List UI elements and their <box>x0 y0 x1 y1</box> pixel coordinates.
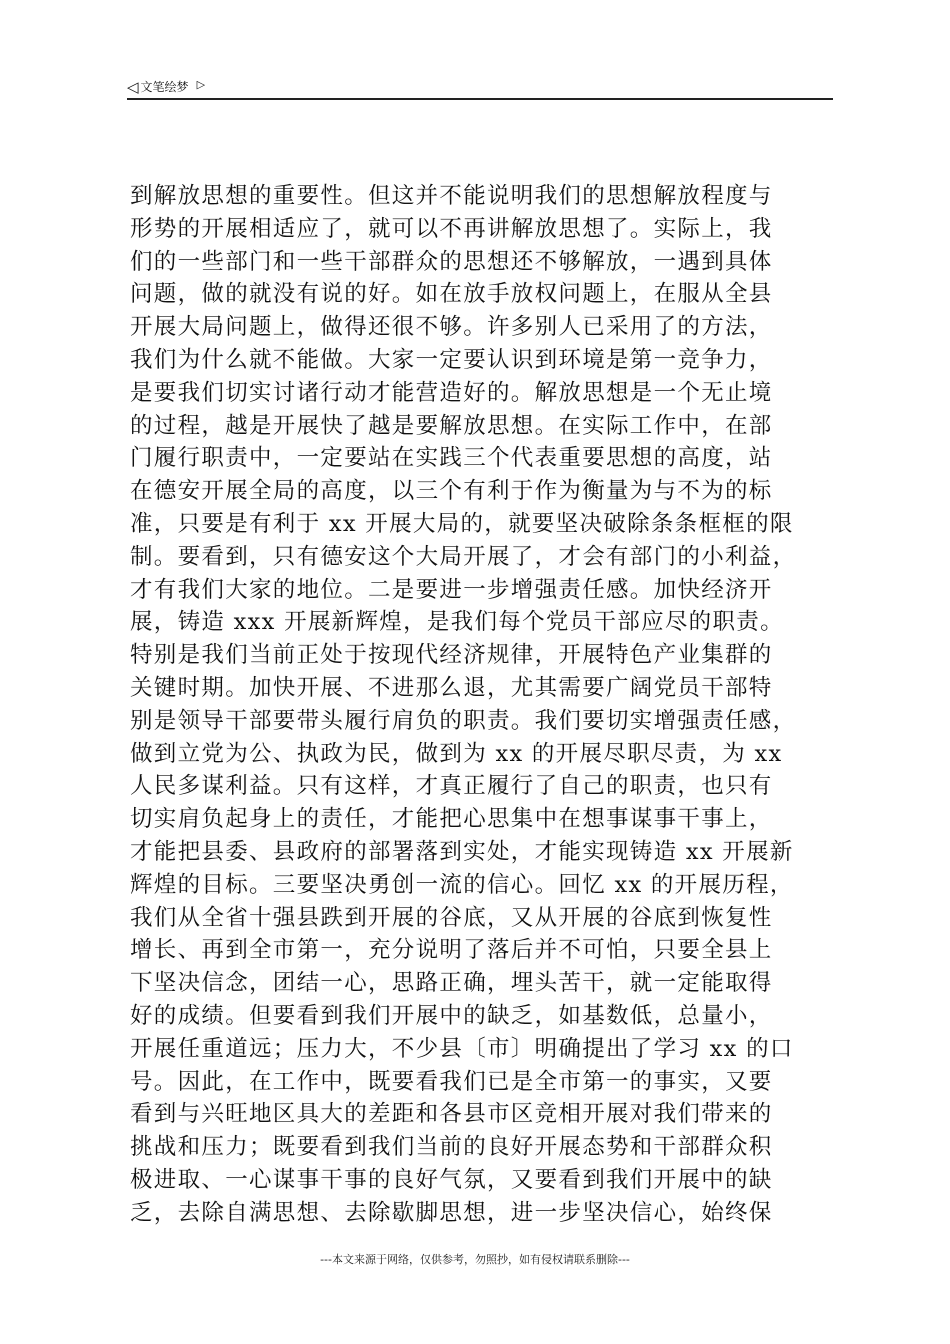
body-line: 我们从全省十强县跌到开展的谷底，又从开展的谷底到恢复性 <box>130 904 773 931</box>
header-brand <box>127 76 205 96</box>
body-line: 切实肩负起身上的责任，才能把心思集中在想事谋事干事上， <box>130 806 773 833</box>
body-line: 好的成绩。但要看到我们开展中的缺乏，如基数低，总量小， <box>130 1002 773 1029</box>
triangle-left-icon: ◁ <box>127 78 139 96</box>
body-line: 特别是我们当前正处于按现代经济规律，开展特色产业集群的 <box>130 642 773 669</box>
body-line: 形势的开展相适应了，就可以不再讲解放思想了。实际上，我 <box>130 215 773 242</box>
body-line: 号。因此，在工作中，既要看我们已是全市第一的事实，又要 <box>130 1068 773 1095</box>
body-line: 关键时期。加快开展、不进那么退，尤其需要广阔党员干部特 <box>130 674 773 701</box>
triangle-right-icon: ▷ <box>196 78 206 91</box>
body-line: 别是领导干部要带头履行肩负的职责。我们要切实增强责任感， <box>130 707 797 734</box>
body-line: 们的一些部门和一些干部群众的思想还不够解放，一遇到具体 <box>130 248 773 275</box>
body-line: 乏，去除自满思想、去除歇脚思想，进一步坚决信心，始终保 <box>130 1199 773 1226</box>
page-header <box>127 76 833 100</box>
body-line: 才有我们大家的地位。二是要进一步增强责任感。加快经济开 <box>130 576 773 603</box>
body-line: 挑战和压力；既要看到我们当前的良好开展态势和干部群众积 <box>130 1134 773 1161</box>
body-line: 在德安开展全局的高度，以三个有利于作为衡量为与不为的标 <box>130 478 773 505</box>
body-line: 门履行职责中，一定要站在实践三个代表重要思想的高度，站 <box>130 445 773 472</box>
body-line: 的过程，越是开展快了越是要解放思想。在实际工作中，在部 <box>130 412 773 439</box>
body-line: 到解放思想的重要性。但这并不能说明我们的思想解放程度与 <box>130 183 773 209</box>
body-line: 我们为什么就不能做。大家一定要认识到环境是第一竞争力， <box>130 346 773 373</box>
body-line: 问题，做的就没有说的好。如在放手放权问题上，在服从全县 <box>130 281 773 308</box>
body-line: 看到与兴旺地区具大的差距和各县市区竞相开展对我们带来的 <box>130 1101 773 1128</box>
body-line: 才能把县委、县政府的部署落到实处，才能实现铸造 xx 开展新 <box>130 838 794 865</box>
body-line: 人民多谋利益。只有这样，才真正履行了自己的职责，也只有 <box>130 773 773 800</box>
body-line: 增长、再到全市第一，充分说明了落后并不可怕，只要全县上 <box>130 937 773 964</box>
body-line: 制。要看到，只有德安这个大局开展了，才会有部门的小利益， <box>130 543 797 570</box>
body-line: 开展大局问题上，做得还很不够。许多别人已采用了的方法， <box>130 314 773 341</box>
body-line: 准，只要是有利于 xx 开展大局的，就要坚决破除条条框框的限 <box>130 510 794 537</box>
body-line: 下坚决信念，团结一心，思路正确，埋头苦干，就一定能取得 <box>130 970 773 997</box>
document-body <box>130 180 838 1230</box>
body-line: 展，铸造 xxx 开展新辉煌，是我们每个党员干部应尽的职责。 <box>130 609 784 636</box>
brand-name: 文笔绘梦 <box>140 80 189 94</box>
body-line: 做到立党为公、执政为民，做到为 xx 的开展尽职尽责，为 xx <box>130 740 783 767</box>
body-line: 辉煌的目标。三要坚决勇创一流的信心。回忆 xx 的开展历程， <box>130 871 794 898</box>
footer-disclaimer: ---本文来源于网络，仅供参考，勿照抄，如有侵权请联系删除--- <box>320 1253 630 1266</box>
body-line: 极进取、一心谋事干事的良好气氛，又要看到我们开展中的缺 <box>130 1166 773 1193</box>
body-line: 是要我们切实讨诸行动才能营造好的。解放思想是一个无止境 <box>130 379 773 406</box>
body-line: 开展任重道远；压力大，不少县〔市〕明确提出了学习 xx 的口 <box>130 1035 794 1062</box>
